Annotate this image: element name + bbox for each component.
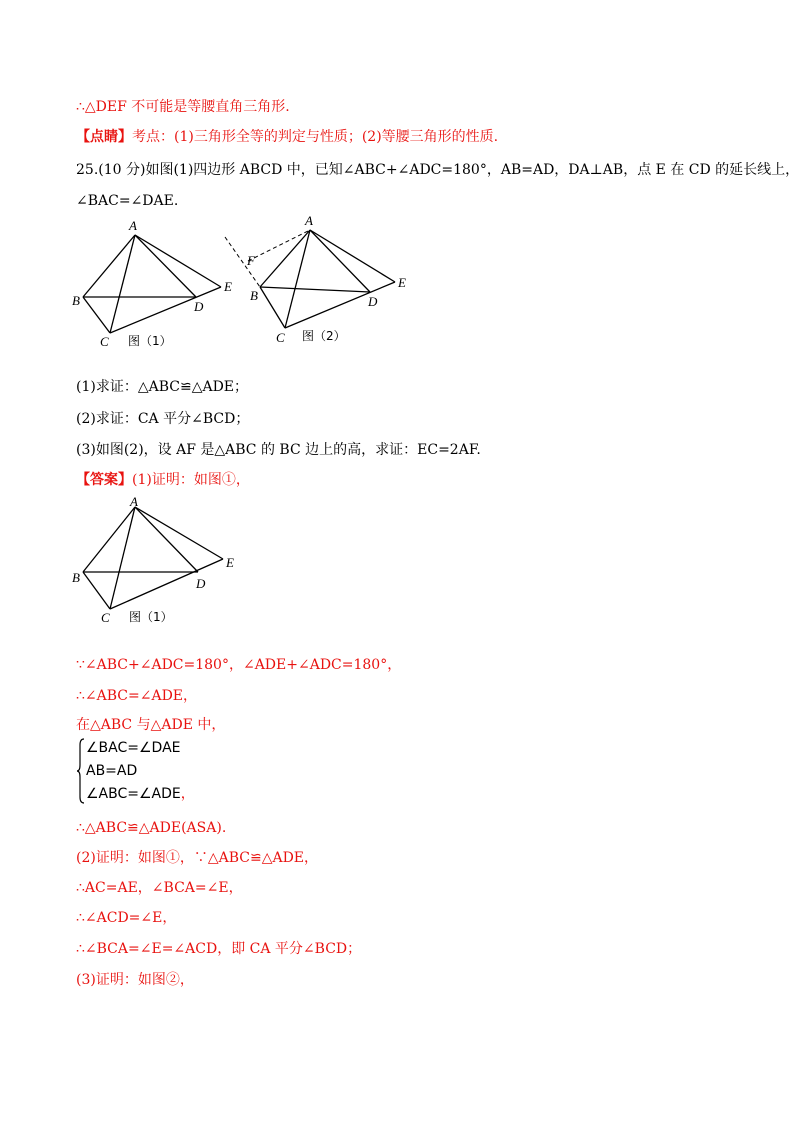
ans-fig-label-d: D [196, 576, 206, 591]
fig1-label-e: E [224, 279, 232, 294]
question-figures [70, 215, 420, 355]
fig2-label-c: C [276, 330, 285, 345]
conclusion-line: ∴△DEF 不可能是等腰直角三角形. [76, 99, 290, 115]
sub-question-2: (2)求证：CA 平分∠BCD； [76, 411, 250, 427]
fig1-label-a: A [129, 218, 137, 233]
proof-step-9: (3)证明：如图②， [76, 972, 194, 988]
sub-question-1: (1)求证：△ABC≌△ADE； [76, 379, 249, 395]
condition-angle-bac: ∠BAC=∠DAE [86, 740, 181, 756]
question-25-line2: ∠BAC=∠DAE. [76, 193, 179, 209]
comment-line [76, 127, 498, 147]
condition-angle-abc: ∠ABC=∠ADE， [86, 786, 195, 802]
question-25-line1: 25.(10 分)如图(1)四边形 ABCD 中，已知∠ABC+∠ADC=180°，AB=AD，DA⊥AB，点 E 在 CD 的延长线上， [76, 162, 800, 178]
answer-heading [76, 470, 250, 490]
fig1-label-b: B [72, 293, 80, 308]
proof-step-8: ∴∠BCA=∠E=∠ACD，即 CA 平分∠BCD； [76, 941, 362, 957]
proof-step-6: ∴AC=AE，∠BCA=∠E， [76, 880, 243, 896]
sub-question-3: (3)如图(2)，设 AF 是△ABC 的 BC 边上的高，求证：EC=2AF. [76, 442, 481, 458]
fig1-label-c: C [100, 334, 109, 349]
ans-fig-label-c: C [101, 610, 110, 625]
ans-fig-caption: 图（1） [129, 610, 173, 624]
proof-step-7: ∴∠ACD=∠E， [76, 910, 177, 926]
proof-step-5: (2)证明：如图①，∵△ABC≌△ADE， [76, 850, 319, 866]
fig2-label-d: D [368, 294, 378, 309]
proof-step-1: ∵∠ABC+∠ADC=180°，∠ADE+∠ADC=180°， [76, 657, 402, 673]
comment-text: 考点：(1)三角形全等的判定与性质；(2)等腰三角形的性质. [132, 129, 499, 145]
proof-step-2: ∴∠ABC=∠ADE， [76, 688, 198, 704]
comment-tag: 【点睛】 [76, 129, 132, 145]
fig1-caption: 图（1） [128, 334, 172, 348]
fig2-caption: 图（2） [302, 329, 346, 343]
answer-intro: (1)证明：如图①， [132, 472, 250, 488]
fig2-label-a: A [305, 215, 313, 228]
ans-fig-label-b: B [72, 570, 80, 585]
ans-fig-label-a: A [130, 495, 138, 509]
figure-1 [83, 235, 221, 333]
congruence-conditions [76, 737, 216, 805]
fig2-label-f: F [247, 253, 255, 268]
left-brace [76, 737, 86, 805]
fig2-label-b: B [250, 288, 258, 303]
proof-step-3: 在△ABC 与△ADE 中， [76, 717, 226, 733]
proof-step-4: ∴△ABC≌△ADE(ASA). [76, 820, 227, 836]
condition-ab-ad: AB=AD [86, 763, 138, 779]
ans-fig-label-e: E [226, 555, 234, 570]
fig1-label-d: D [194, 299, 204, 314]
answer-tag: 【答案】 [76, 472, 132, 488]
fig2-label-e: E [398, 275, 406, 290]
answer-figure-1 [70, 495, 250, 635]
